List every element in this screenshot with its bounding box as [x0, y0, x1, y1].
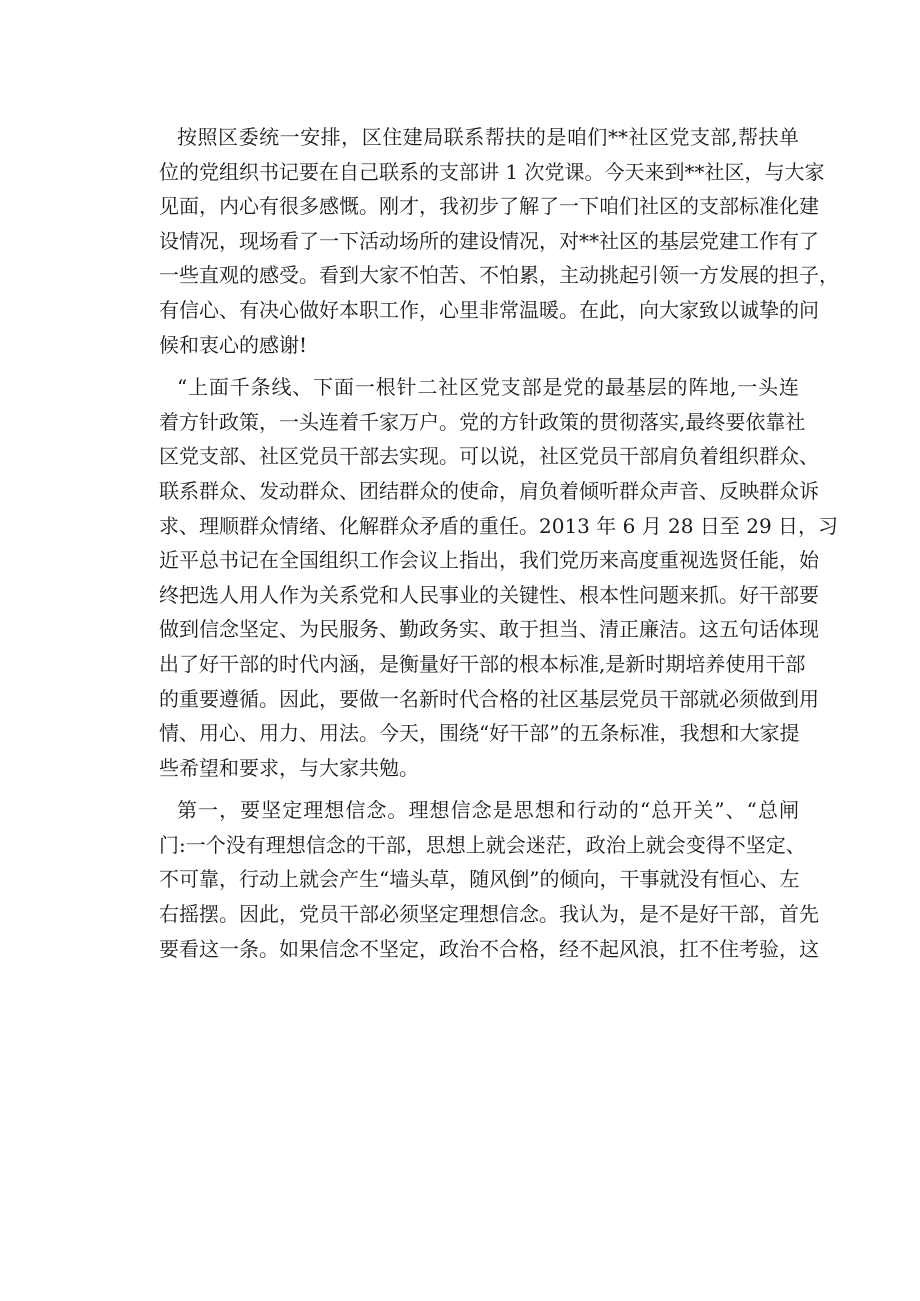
- text-line: 情、用心、用力、用法。今天，围绕“好干部”的五条标准，我想和大家提: [159, 721, 800, 746]
- text-line: 终把选人用人作为关系党和人民事业的关键性、根本性问题来抓。好干部要: [159, 582, 819, 607]
- text-line: 求、理顺群众情绪、化解群众矛盾的重任。2013 年 6 月 28 日至 29 日，习: [159, 513, 839, 538]
- text-line: 不可靠，行动上就会产生“墙头草，随风倒”的倾向，干事就没有恒心、左: [159, 867, 800, 892]
- text-line: 位的党组织书记要在自己联系的支部讲 1 次党课。今天来到**社区，与大家: [159, 159, 825, 184]
- text-line: 有信心、有决心做好本职工作，心里非常温暖。在此，向大家致以诚挚的问: [159, 297, 819, 322]
- paragraph-3: [159, 793, 819, 966]
- text-line: 区党支部、社区党员干部去实现。可以说，社区党员干部肩负着组织群众、: [159, 444, 819, 469]
- text-line: “上面千条线、下面一根针二社区党支部是党的最基层的阵地,一头连: [177, 375, 799, 400]
- text-line: 右摇摆。因此，党员干部必须坚定理想信念。我认为，是不是好干部，首先: [159, 902, 819, 927]
- paragraph-1: [159, 120, 839, 362]
- text-line: 第一，要坚定理想信念。理想信念是思想和行动的“总开关”、“总闸: [177, 798, 799, 823]
- text-line: 设情况，现场看了一下活动场所的建设情况，对**社区的基层党建工作有了: [159, 228, 819, 253]
- text-line: 门:一个没有理想信念的干部，思想上就会迷茫，政治上就会变得不坚定、: [159, 832, 806, 857]
- text-line: 出了好干部的时代内涵，是衡量好干部的根本标准,是新时期培养使用干部: [159, 651, 806, 676]
- paragraph-spacer: [159, 362, 799, 370]
- text-line: 按照区委统一安排，区住建局联系帮扶的是咱们**社区党支部,帮扶单: [177, 125, 799, 149]
- paragraph-spacer: [159, 785, 799, 793]
- text-line: 着方针政策，一头连着千家万户。党的方针政策的贯彻落实,最终要依靠社: [159, 409, 806, 434]
- text-line: 联系群众、发动群众、团结群众的使命，肩负着倾听群众声音、反映群众诉: [159, 478, 819, 503]
- text-line: 做到信念坚定、为民服务、勤政务实、敢于担当、清正廉洁。这五句话体现: [159, 617, 819, 642]
- text-line: 一些直观的感受。看到大家不怕苦、不怕累，主动挑起引领一方发展的担子，: [159, 263, 839, 288]
- text-line: 近平总书记在全国组织工作会议上指出，我们党历来高度重视选贤任能，始: [159, 548, 819, 573]
- paragraph-2: [159, 370, 839, 785]
- document-body: [159, 120, 839, 966]
- text-line: 见面，内心有很多感慨。刚才，我初步了解了一下咱们社区的支部标准化建: [159, 194, 819, 219]
- text-line: 候和衷心的感谢!: [159, 332, 308, 357]
- text-line: 要看这一条。如果信念不坚定，政治不合格，经不起风浪，扛不住考验，这: [159, 936, 819, 961]
- text-line: 些希望和要求，与大家共勉。: [159, 755, 419, 780]
- text-line: 的重要遵循。因此，要做一名新时代合格的社区基层党员干部就必须做到用: [159, 686, 819, 711]
